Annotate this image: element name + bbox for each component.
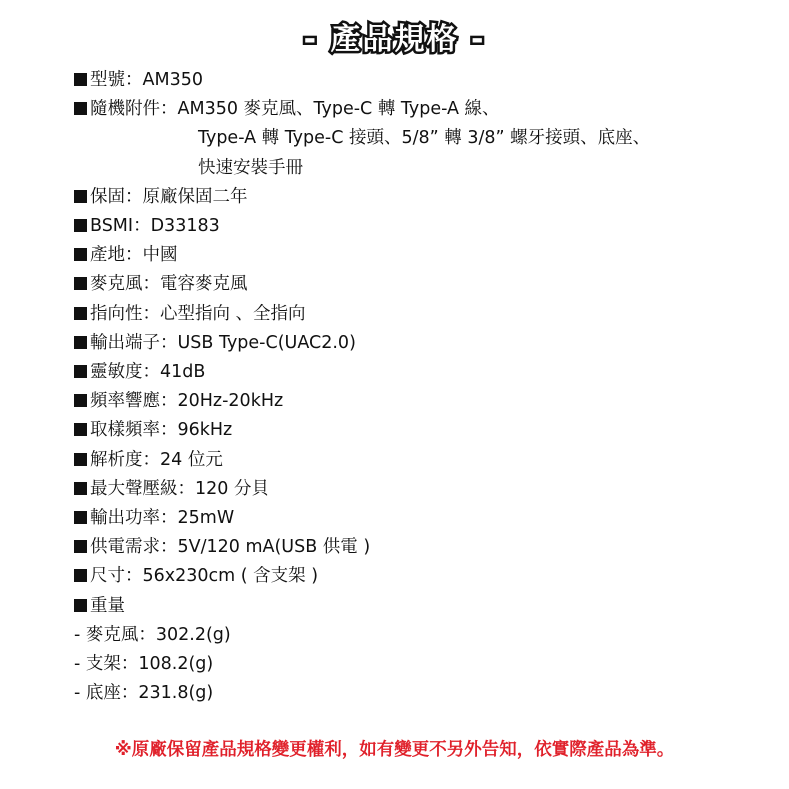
bullet-square-icon — [74, 569, 87, 582]
spec-value: AM350 麥克風、Type-C 轉 Type-A 線、 — [177, 99, 500, 120]
spec-row-sensitivity — [74, 358, 774, 387]
spec-label: 指向性 — [90, 303, 143, 324]
bullet-square-icon — [74, 365, 87, 378]
spec-label: 產地 — [90, 245, 125, 266]
spec-value: 24 位元 — [160, 449, 223, 470]
bullet-square-icon — [74, 540, 87, 553]
disclaimer-note: ※原廠保留產品規格變更權利，如有變更不另外告知，依實際產品為準。 — [114, 740, 675, 760]
spec-row-model — [74, 66, 774, 95]
spec-row-output-port — [74, 329, 774, 358]
spec-row-accessories — [74, 95, 774, 124]
bullet-square-icon — [74, 453, 87, 466]
spec-row-power-requirement — [74, 533, 774, 562]
bullet-square-icon — [74, 482, 87, 495]
spec-value: D33183 — [150, 216, 220, 237]
spec-row-bit-depth — [74, 446, 774, 475]
spec-label: 取樣頻率 — [90, 420, 160, 441]
spec-value: 電容麥克風 — [160, 274, 248, 295]
bullet-square-icon — [74, 219, 87, 232]
spec-value: USB Type-C(UAC2.0) — [177, 332, 356, 353]
spec-separator: ： — [160, 508, 178, 529]
spec-label: 保固 — [90, 186, 125, 207]
spec-label: 隨機附件 — [90, 99, 160, 120]
spec-separator: ： — [160, 420, 178, 441]
spec-value: 20Hz-20kHz — [177, 391, 284, 412]
spec-separator: ： — [177, 478, 195, 499]
title-left-dash: - — [303, 22, 319, 57]
spec-separator: ： — [125, 245, 143, 266]
spec-separator: ： — [160, 537, 178, 558]
spec-row-microphone — [74, 270, 774, 299]
bullet-square-icon — [74, 102, 87, 115]
spec-list — [74, 66, 774, 708]
spec-separator: ： — [125, 186, 143, 207]
spec-value: 56x230cm ( 含支架 ) — [142, 566, 319, 587]
spec-row-bsmi — [74, 212, 774, 241]
spec-row-accessories-cont-2: 快速安裝手冊 — [198, 157, 303, 178]
bullet-square-icon — [74, 511, 87, 524]
spec-separator: ： — [142, 274, 160, 295]
spec-label: 頻率響應 — [90, 391, 160, 412]
spec-row-origin — [74, 241, 774, 270]
spec-separator: ： — [142, 449, 160, 470]
spec-row-output-power — [74, 504, 774, 533]
spec-separator: ： — [142, 362, 160, 383]
title-text: 產品規格 — [330, 22, 459, 57]
spec-separator: ： — [133, 216, 151, 237]
bullet-square-icon — [74, 423, 87, 436]
spec-label: 麥克風 — [90, 274, 143, 295]
title-right-dash: - — [470, 22, 486, 57]
spec-separator: ： — [142, 303, 160, 324]
spec-separator: ： — [125, 566, 143, 587]
spec-row-accessories-cont-1: Type-A 轉 Type-C 接頭、5/8” 轉 3/8” 螺牙接頭、底座、 — [198, 128, 651, 149]
spec-label: 重量 — [90, 595, 125, 616]
spec-label: 最大聲壓級 — [90, 478, 178, 499]
spec-value: 96kHz — [177, 420, 233, 441]
spec-row-sample-rate — [74, 416, 774, 445]
spec-label: BSMI — [90, 216, 134, 237]
spec-value: 5V/120 mA(USB 供電 ) — [177, 537, 371, 558]
spec-label: 型號 — [90, 70, 125, 90]
spec-value: 原廠保固二年 — [142, 186, 248, 207]
bullet-square-icon — [74, 394, 87, 407]
weight-stand: - 支架：108.2(g) — [74, 654, 214, 675]
spec-label: 解析度 — [90, 449, 143, 470]
spec-row-weight — [74, 592, 774, 621]
spec-label: 輸出端子 — [90, 332, 160, 353]
bullet-square-icon — [74, 248, 87, 261]
spec-row-frequency-response — [74, 387, 774, 416]
spec-separator: ： — [160, 99, 178, 120]
spec-value: 中國 — [142, 245, 178, 266]
spec-row-warranty — [74, 183, 774, 212]
bullet-square-icon — [74, 190, 87, 203]
spec-value: 25mW — [177, 508, 235, 529]
bullet-square-icon — [74, 307, 87, 320]
spec-row-dimensions — [74, 562, 774, 591]
spec-label: 輸出功率 — [90, 508, 160, 529]
page-title — [0, 14, 789, 58]
weight-microphone: - 麥克風：302.2(g) — [74, 624, 231, 645]
bullet-square-icon — [74, 73, 87, 86]
bullet-square-icon — [74, 277, 87, 290]
spec-label: 尺寸 — [90, 566, 125, 587]
spec-row-max-spl — [74, 475, 774, 504]
weight-base: - 底座：231.8(g) — [74, 683, 214, 704]
spec-value: AM350 — [142, 70, 203, 90]
spec-label: 靈敏度 — [90, 362, 143, 383]
spec-label: 供電需求 — [90, 537, 160, 558]
spec-value: 41dB — [160, 362, 206, 383]
spec-row-polar-pattern — [74, 300, 774, 329]
spec-value: 120 分貝 — [195, 478, 269, 499]
bullet-square-icon — [74, 336, 87, 349]
spec-value: 心型指向 、全指向 — [160, 303, 306, 324]
bullet-square-icon — [74, 599, 87, 612]
spec-separator: ： — [125, 70, 143, 90]
spec-separator: ： — [160, 391, 178, 412]
spec-separator: ： — [160, 332, 178, 353]
